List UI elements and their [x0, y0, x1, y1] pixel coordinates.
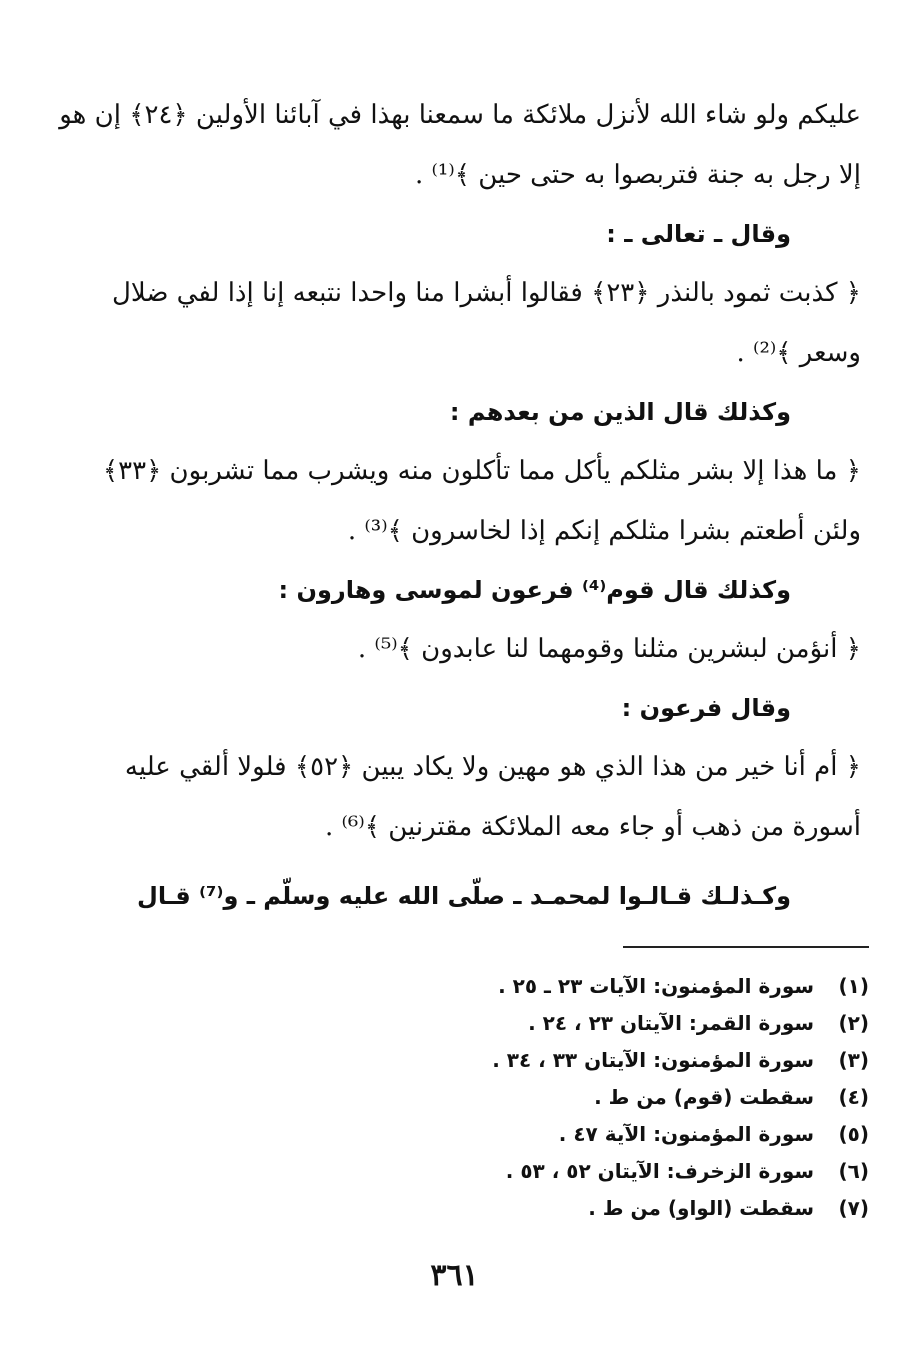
- footnote-number: (٤): [838, 1085, 869, 1109]
- quran-line: عليكم ولو شاء الله لأنزل ملائكة ما سمعنا بهذا في آبائنا الأولين ﴿٢٤﴾ إن هو: [59, 100, 861, 130]
- prose-line: وقال فرعون :: [621, 694, 791, 722]
- footnotes: [300, 968, 869, 1227]
- footnote-number: (٢): [838, 1011, 869, 1035]
- quran-line: ﴿ ما هذا إلا بشر مثلكم يأكل مما تأكلون منه ويشرب مما تشربون ﴿٣٣﴾: [102, 456, 861, 486]
- footnote-number: (٧): [838, 1196, 869, 1220]
- footnote-text: سورة الزخرف: الآيتان ٥٢ ، ٥٣ .: [505, 1159, 815, 1183]
- footnote: [300, 1153, 869, 1190]
- footnote-text: سقطت (الواو) من ط .: [588, 1196, 815, 1220]
- footnote-text: سورة المؤمنون: الآية ٤٧ .: [558, 1122, 815, 1146]
- footnote-text: سورة المؤمنون: الآيتان ٣٣ ، ٣٤ .: [492, 1048, 815, 1072]
- quran-line: ﴿ أم أنا خير من هذا الذي هو مهين ولا يكاد يبين ﴿٥٢﴾ فلولا ألقي عليه: [124, 752, 861, 782]
- footnote: [300, 968, 869, 1005]
- footnote: [300, 1190, 869, 1227]
- body-text: [59, 88, 861, 928]
- footnote: [300, 1042, 869, 1079]
- footnote: [300, 1005, 869, 1042]
- footnote-number: (١): [838, 974, 869, 998]
- footnote-text: سورة المؤمنون: الآيات ٢٣ ـ ٢٥ .: [498, 974, 815, 998]
- quran-line: إلا رجل به جنة فتربصوا به حتى حين ﴾⁽¹⁾ .: [414, 160, 861, 190]
- quran-line: ولئن أطعتم بشرا مثلكم إنكم إذا لخاسرون ﴾⁽³⁾ .: [347, 516, 861, 546]
- quran-line: ﴿ كذبت ثمود بالنذر ﴿٢٣﴾ فقالوا أبشرا منا واحدا نتبعه إنا إذا لفي ضلال: [111, 278, 861, 308]
- quran-line: أسورة من ذهب أو جاء معه الملائكة مقترنين ﴾⁽⁶⁾ .: [324, 812, 861, 842]
- footnote-text: سورة القمر: الآيتان ٢٣ ، ٢٤ .: [528, 1011, 815, 1035]
- footnote: [300, 1079, 869, 1116]
- prose-line: وقال ـ تعالى ـ :: [606, 220, 791, 248]
- prose-line: وكذلك قال قوم⁽⁴⁾ فرعون لموسى وهارون :: [278, 576, 791, 604]
- quran-line: وسعر ﴾⁽²⁾ .: [736, 338, 861, 368]
- quran-line: ﴿ أنؤمن لبشرين مثلنا وقومهما لنا عابدون ﴾⁽⁵⁾ .: [357, 634, 861, 664]
- prose-line: وكذلك قال الذين من بعدهم :: [449, 398, 791, 426]
- footnote-text: سقطت (قوم) من ط .: [594, 1085, 815, 1109]
- footnote-divider: [623, 946, 869, 948]
- footnote: [300, 1116, 869, 1153]
- prose-line: وكـذلـك قـالـوا لمحمـد ـ صلّى الله عليه وسلّم ـ و⁽⁷⁾ قـال: [137, 882, 791, 910]
- footnote-number: (٥): [838, 1122, 869, 1146]
- footnote-number: (٦): [838, 1159, 869, 1183]
- page-number: ٣٦١: [430, 1258, 479, 1293]
- footnote-number: (٣): [838, 1048, 869, 1072]
